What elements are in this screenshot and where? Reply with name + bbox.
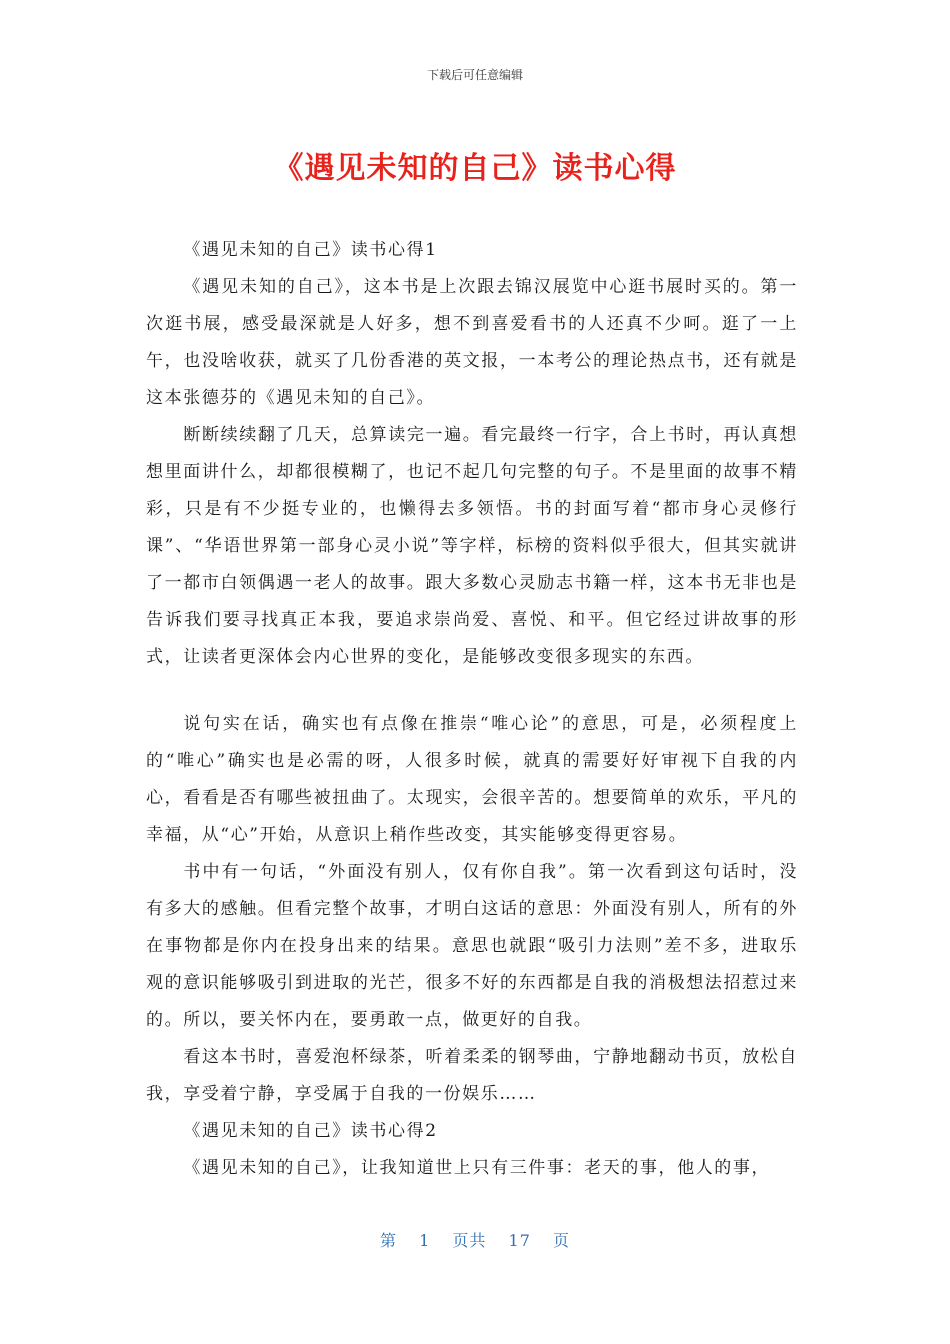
paragraph: 说句实在话，确实也有点像在推崇“唯心论”的意思，可是，必须程度上的“唯心”确实也是必需的呀，人很多时候，就真的需要好好审视下自我的内心，看看是否有哪些被扭曲了。太现实，会很辛苦的。想要简单的欢乐，平凡的幸福，从“心”开始，从意识上稍作些改变，其实能够变得更容易。 [146, 714, 798, 845]
footer-suffix: 页 [552, 1231, 570, 1250]
paragraph: 书中有一句话，“外面没有别人，仅有你自我”。第一次看到这句话时，没有多大的感触。但看完整个故事，才明白这话的意思：外面没有别人，所有的外在事物都是你内在投身出来的结果。意思也就跟“吸引力法则”差不多，进取乐观的意识能够吸引到进取的光芒，很多不好的东西都是自我的消极想法招惹过来的。所以，要关怀内在，要勇敢一点，做更好的自我。 [146, 862, 798, 1030]
paragraph: 断断续续翻了几天，总算读完一遍。看完最终一行字，合上书时，再认真想想里面讲什么，却都很模糊了，也记不起几句完整的句子。不是里面的故事不精彩，只是有不少挺专业的，也懒得去多领悟。书的封面写着“都市身心灵修行课”、“华语世界第一部身心灵小说”等字样，标榜的资料似乎很大，但其实就讲了一都市白领偶遇一老人的故事。跟大多数心灵励志书籍一样，这本书无非也是告诉我们要寻找真正本我，要追求崇尚爱、喜悦、和平。但它经过讲故事的形式，让读者更深体会内心世界的变化，是能够改变很多现实的东西。 [146, 425, 798, 667]
paragraph: 《遇见未知的自己》，让我知道世上只有三件事：老天的事，他人的事， [183, 1158, 771, 1178]
document-body [146, 232, 798, 1187]
footer-middle: 页共 [452, 1231, 487, 1250]
page-header: 下载后可任意编辑 [426, 68, 523, 82]
footer-prefix: 第 [380, 1231, 398, 1250]
footer-total-pages: 17 [508, 1231, 531, 1250]
section-heading-2: 《遇见未知的自己》读书心得2 [183, 1121, 438, 1141]
paragraph: 看这本书时，喜爱泡杯绿茶，听着柔柔的钢琴曲，宁静地翻动书页，放松自我，享受着宁静，享受属于自我的一份娱乐…… [146, 1047, 798, 1104]
paragraph: 《遇见未知的自己》，这本书是上次跟去锦汉展览中心逛书展时买的。第一次逛书展，感受最深就是人好多，想不到喜爱看书的人还真不少呵。逛了一上午，也没啥收获，就买了几份香港的英文报，一本考公的理论热点书，还有就是这本张德芬的《遇见未知的自己》。 [146, 277, 798, 408]
section-heading-1: 《遇见未知的自己》读书心得1 [183, 240, 438, 260]
page-footer [0, 1228, 950, 1251]
document-title: 《遇见未知的自己》读书心得 [273, 151, 677, 186]
footer-page-number: 1 [419, 1231, 431, 1250]
